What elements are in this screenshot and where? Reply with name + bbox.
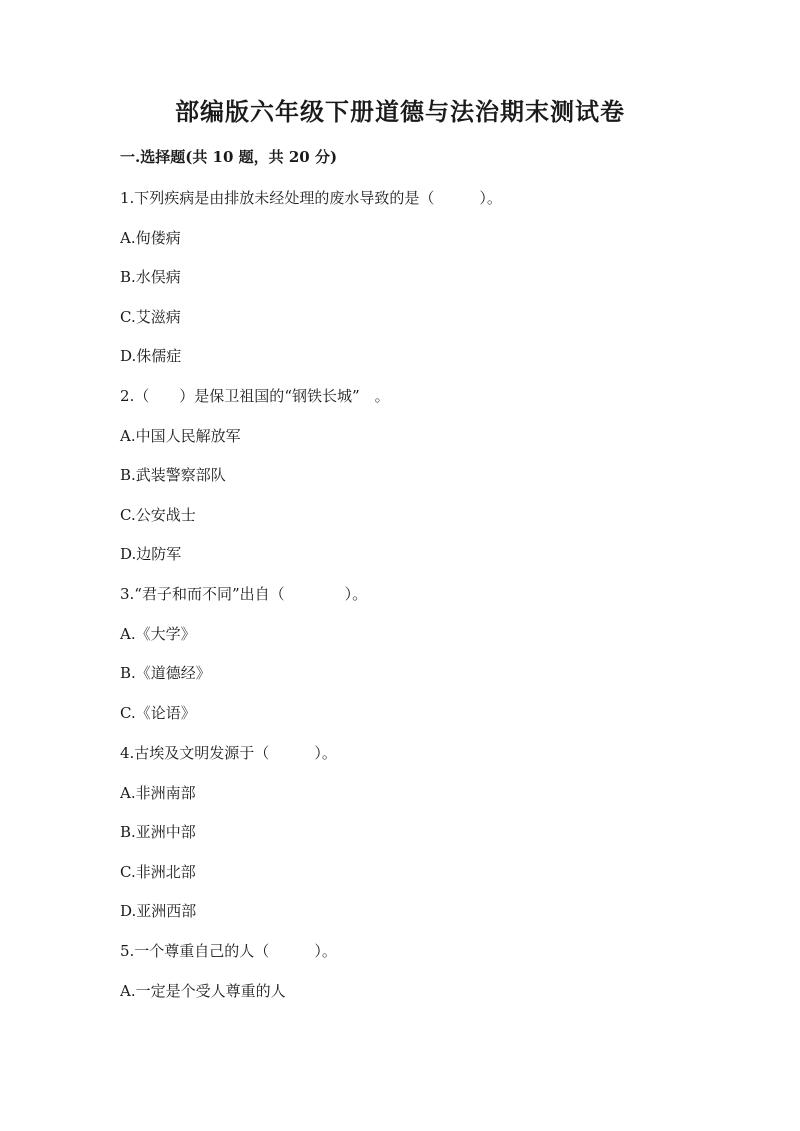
answer-option: B.水俣病 — [120, 268, 181, 286]
answer-option: A.佝偻病 — [120, 229, 181, 247]
answer-option: A.《大学》 — [120, 625, 196, 643]
answer-option: B.亚洲中部 — [120, 823, 196, 841]
answer-option: B.武装警察部队 — [120, 466, 226, 484]
question-stem: 5.一个尊重自己的人（ ）。 — [120, 942, 337, 960]
answer-option: D.亚洲西部 — [120, 902, 197, 920]
answer-option: A.一定是个受人尊重的人 — [120, 982, 286, 1000]
answer-option: D.边防军 — [120, 545, 182, 563]
answer-option: A.中国人民解放军 — [120, 427, 241, 445]
answer-option: C.《论语》 — [120, 704, 196, 722]
answer-option: C.艾滋病 — [120, 308, 181, 326]
question-stem: 1.下列疾病是由排放未经处理的废水导致的是（ ）。 — [120, 189, 502, 207]
page-title: 部编版六年级下册道德与法治期末测试卷 — [175, 97, 625, 126]
question-stem: 3.“君子和而不同”出自（ ）。 — [120, 585, 368, 603]
answer-option: C.非洲北部 — [120, 863, 196, 881]
answer-option: A.非洲南部 — [120, 784, 196, 802]
section-heading: 一.选择题(共 10 题，共 20 分) — [120, 148, 338, 166]
answer-option: C.公安战士 — [120, 506, 196, 524]
question-stem: 4.古埃及文明发源于（ ）。 — [120, 744, 337, 762]
answer-option: D.侏儒症 — [120, 347, 182, 365]
question-stem: 2.（ ）是保卫祖国的“钢铁长城” 。 — [120, 387, 390, 405]
answer-option: B.《道德经》 — [120, 664, 211, 682]
